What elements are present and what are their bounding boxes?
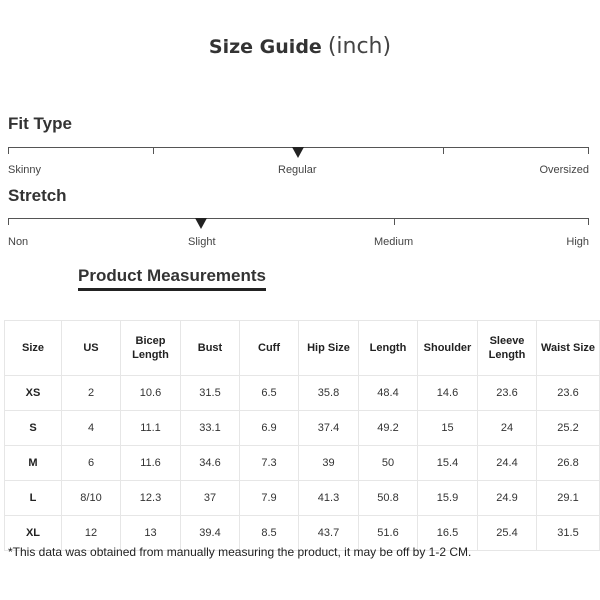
table-cell: 7.3: [240, 446, 299, 481]
table-cell: 37.4: [299, 411, 359, 446]
size-guide-title: [0, 34, 600, 59]
table-cell: 43.7: [299, 516, 359, 551]
table-row: [5, 481, 600, 516]
stretch-labels: [8, 236, 589, 250]
table-cell: 29.1: [537, 481, 600, 516]
stretch-option-medium: Medium: [374, 236, 414, 248]
table-cell: 34.6: [181, 446, 240, 481]
table-cell: 26.8: [537, 446, 600, 481]
table-cell: 25.4: [478, 516, 537, 551]
title-unit: (inch): [327, 34, 392, 59]
table-cell: 15: [418, 411, 478, 446]
fit-type-tick: [443, 147, 444, 154]
table-cell: 31.5: [537, 516, 600, 551]
fit-type-labels: [8, 164, 589, 178]
table-cell: 12: [62, 516, 121, 551]
table-cell: 12.3: [121, 481, 181, 516]
table-cell: 41.3: [299, 481, 359, 516]
stretch-tick: [588, 218, 589, 225]
table-cell: 50.8: [359, 481, 418, 516]
table-cell: 39: [299, 446, 359, 481]
fit-option-skinny: Skinny: [8, 164, 42, 176]
table-cell: 15.9: [418, 481, 478, 516]
stretch-marker: [195, 218, 207, 229]
table-cell: 16.5: [418, 516, 478, 551]
table-cell: 6.5: [240, 376, 299, 411]
table-cell: 4: [62, 411, 121, 446]
stretch-scale: [8, 218, 589, 228]
table-cell: 11.1: [121, 411, 181, 446]
footnote: *This data was obtained from manually measuring the product, it may be off by 1-2 CM.: [8, 545, 472, 559]
table-cell: 8/10: [62, 481, 121, 516]
fit-type-tick: [588, 147, 589, 154]
header-sleeve-length: Sleeve Length: [478, 321, 537, 376]
table-row: [5, 446, 600, 481]
header-cuff: Cuff: [240, 321, 299, 376]
fit-type-heading: Fit Type: [8, 114, 72, 133]
table-row: [5, 376, 600, 411]
table-cell: 25.2: [537, 411, 600, 446]
table-cell: 33.1: [181, 411, 240, 446]
stretch-tick: [394, 218, 395, 225]
product-measurements-underline: [78, 288, 266, 291]
header-size: Size: [5, 321, 62, 376]
table-cell: 24.4: [478, 446, 537, 481]
table-cell: 39.4: [181, 516, 240, 551]
table-cell: XL: [5, 516, 62, 551]
header-bust: Bust: [181, 321, 240, 376]
stretch-option-slight: Slight: [188, 236, 216, 248]
header-shoulder: Shoulder: [418, 321, 478, 376]
table-cell: 24.9: [478, 481, 537, 516]
fit-type-tick: [8, 147, 9, 154]
table-cell: 8.5: [240, 516, 299, 551]
table-cell: 23.6: [537, 376, 600, 411]
table-cell: 23.6: [478, 376, 537, 411]
table-header-row: [5, 321, 600, 376]
table-cell: L: [5, 481, 62, 516]
table-cell: 11.6: [121, 446, 181, 481]
fit-type-tick: [153, 147, 154, 154]
table-cell: 7.9: [240, 481, 299, 516]
table-cell: 51.6: [359, 516, 418, 551]
table-cell: 14.6: [418, 376, 478, 411]
table-cell: 48.4: [359, 376, 418, 411]
fit-option-regular: Regular: [278, 164, 317, 176]
header-waist-size: Waist Size: [537, 321, 600, 376]
table-cell: 15.4: [418, 446, 478, 481]
fit-option-oversized: Oversized: [539, 164, 589, 176]
fit-type-scale: [8, 147, 589, 157]
table-cell: 50: [359, 446, 418, 481]
fit-type-marker: [292, 147, 304, 158]
header-length: Length: [359, 321, 418, 376]
table-cell: XS: [5, 376, 62, 411]
header-hip-size: Hip Size: [299, 321, 359, 376]
table-cell: 13: [121, 516, 181, 551]
measurements-table: [4, 320, 600, 551]
stretch-axis: [8, 218, 589, 219]
table-cell: M: [5, 446, 62, 481]
table-cell: S: [5, 411, 62, 446]
table-cell: 2: [62, 376, 121, 411]
table-cell: 37: [181, 481, 240, 516]
stretch-option-high: High: [566, 236, 589, 248]
table-cell: 35.8: [299, 376, 359, 411]
product-measurements-heading: Product Measurements: [78, 266, 266, 285]
table-cell: 31.5: [181, 376, 240, 411]
header-bicep-length: Bicep Length: [121, 321, 181, 376]
table-cell: 6.9: [240, 411, 299, 446]
table-cell: 6: [62, 446, 121, 481]
table-row: [5, 411, 600, 446]
table-cell: 49.2: [359, 411, 418, 446]
stretch-option-non: Non: [8, 236, 29, 248]
table-cell: 10.6: [121, 376, 181, 411]
header-us: US: [62, 321, 121, 376]
stretch-tick: [8, 218, 9, 225]
stretch-heading: Stretch: [8, 186, 67, 205]
table-cell: 24: [478, 411, 537, 446]
title-main: Size Guide: [208, 36, 322, 58]
